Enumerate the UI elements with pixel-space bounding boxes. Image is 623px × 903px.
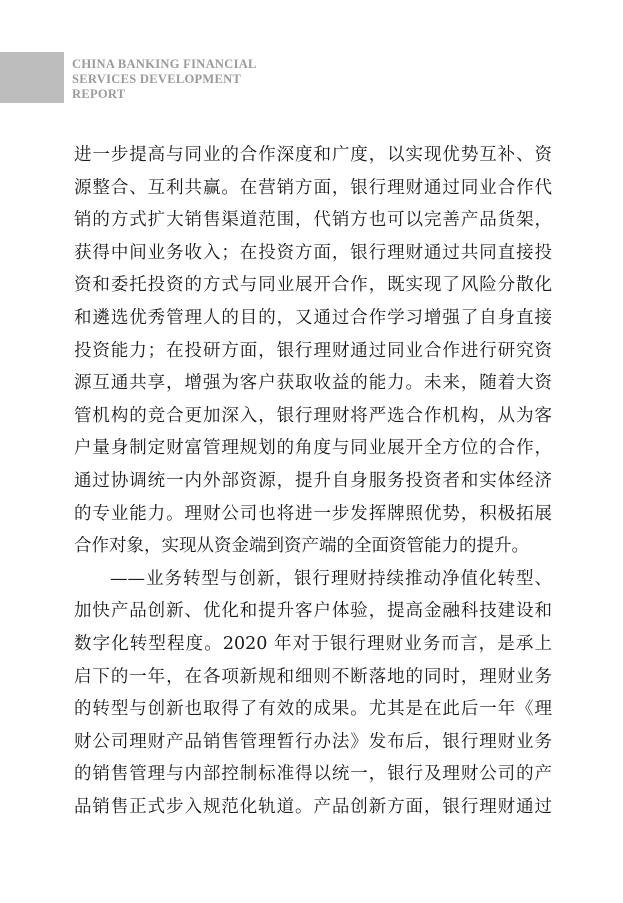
text-line: 获得中间业务收入；在投资方面，银行理财通过共同直接投 [74,242,552,263]
text-line: 源互通共享，增强为客户获取收益的能力。未来，随着大资 [74,373,552,394]
header-gray-block [0,52,64,103]
text-line: 进一步提高与同业的合作深度和广度，以实现优势互补、资 [74,145,552,165]
text-line: 资和委托投资的方式与同业展开合作，既实现了风险分散化 [74,275,552,296]
text-line: 财公司理财产品销售管理暂行办法》发布后，银行理财业务 [74,731,552,752]
text-line: 和遴选优秀管理人的目的，又通过合作学习增强了自身直接 [74,307,552,328]
text-line: 的转型与创新也取得了有效的成果。尤其是在此后一年《理 [74,699,552,720]
body-text [74,139,552,823]
text-line: 品销售正式步入规范化轨道。产品创新方面，银行理财通过 [74,796,552,817]
running-header-line-3: REPORT [72,87,126,101]
text-line: 销的方式扩大销售渠道范围，代销方也可以完善产品货架， [74,210,552,231]
text-line: 合作对象，实现从资金端到资产端的全面资管能力的提升。 [74,536,529,557]
text-line: 的销售管理与内部控制标准得以统一，银行及理财公司的产 [74,764,552,785]
running-header-line-1: CHINA BANKING FINANCIAL [72,57,257,71]
text-line: 投资能力；在投研方面，银行理财通过同业合作进行研究资 [74,340,552,361]
text-line: 的专业能力。理财公司也将进一步发挥牌照优势，积极拓展 [74,503,552,524]
text-line: 数字化转型程度。2020 年对于银行理财业务而言，是承上 [74,633,552,654]
text-line: 通过协调统一内外部资源，提升自身服务投资者和实体经济 [74,470,552,491]
text-line: 加快产品创新、优化和提升客户体验，提高金融科技建设和 [74,601,552,622]
running-header-line-2: SERVICES DEVELOPMENT [72,72,242,86]
text-line: 源整合、互利共赢。在营销方面，银行理财通过同业合作代 [74,177,552,198]
running-header [72,57,257,102]
text-line: 户量身制定财富管理规划的角度与同业展开全方位的合作， [74,438,552,459]
text-line: 管机构的竞合更加深入，银行理财将严选合作机构，从为客 [74,405,552,426]
text-line: 启下的一年，在各项新规和细则不断落地的同时，理财业务 [74,666,552,687]
text-line: ——业务转型与创新，银行理财持续推动净值化转型、 [110,568,552,589]
